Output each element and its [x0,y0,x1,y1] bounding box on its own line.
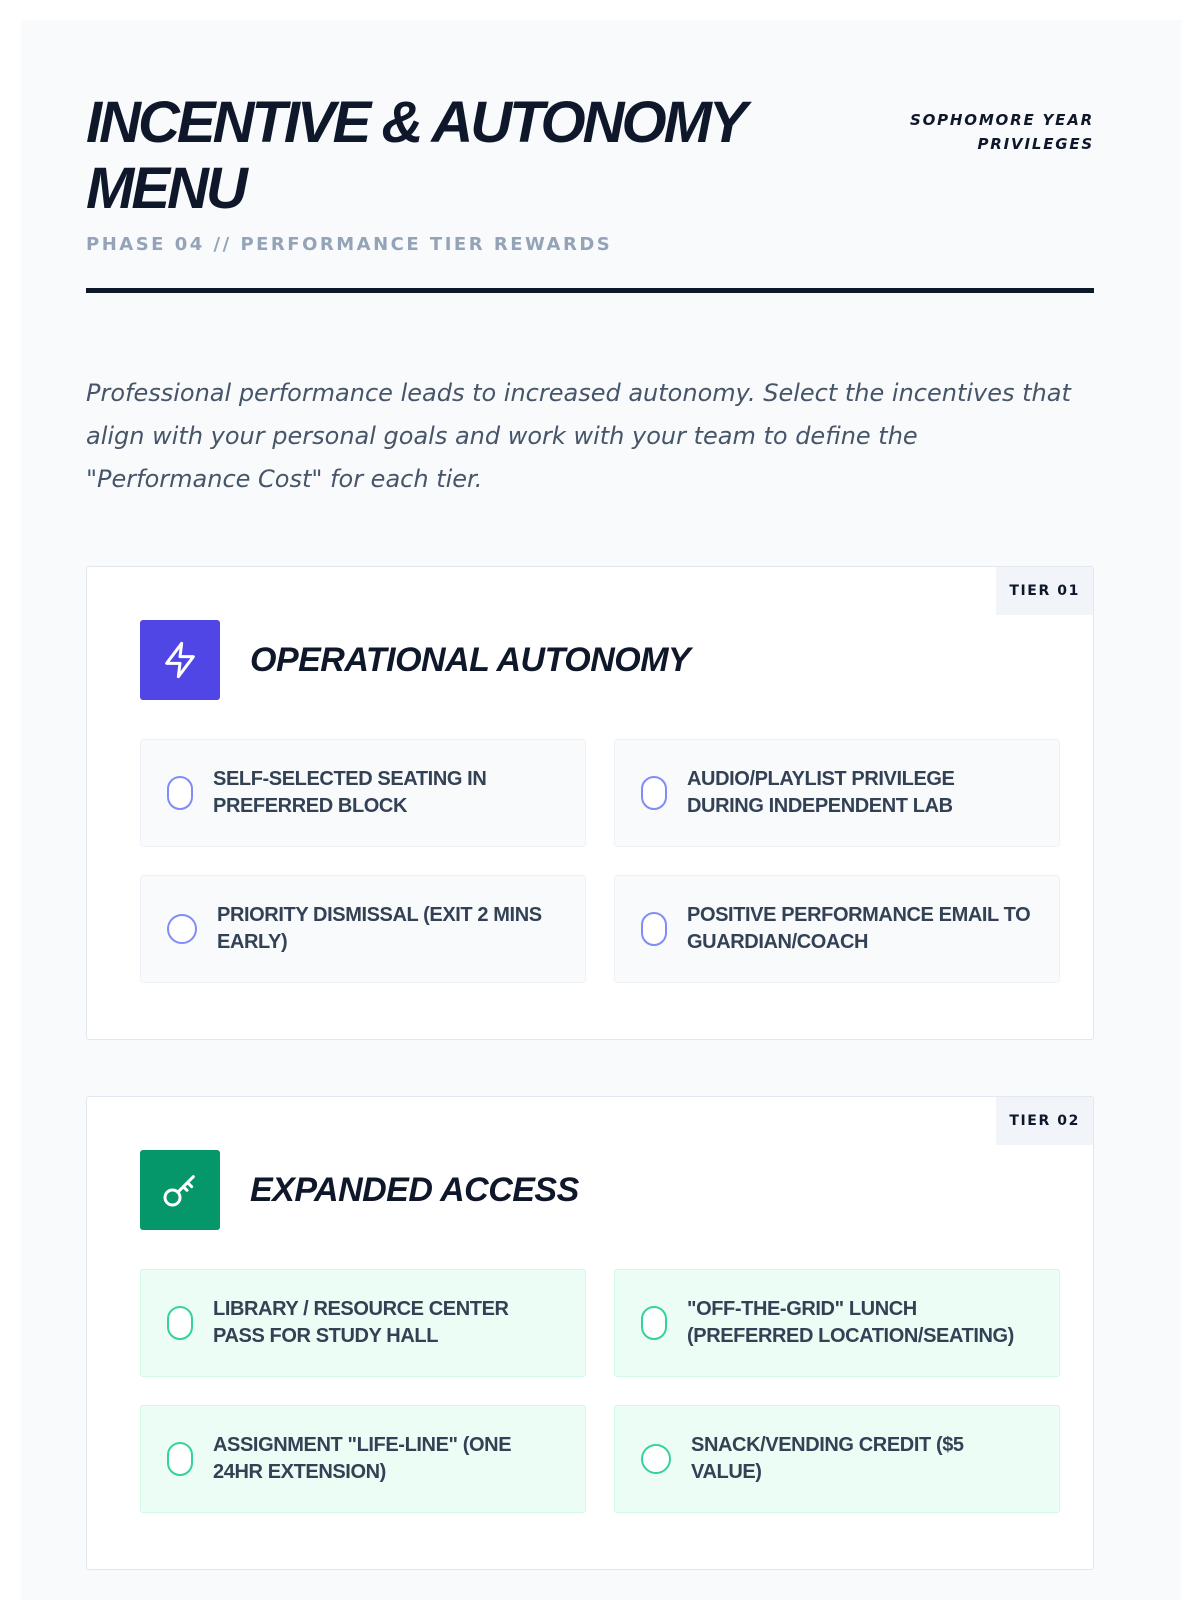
page-title: INCENTIVE & AUTONOMY MENU [86,90,744,221]
tier-badge: TIER 01 [996,567,1093,615]
incentive-label: ASSIGNMENT "LIFE-LINE" (ONE 24HR EXTENSION) [213,1434,512,1483]
page-subtitle: PHASE 04 // PERFORMANCE TIER REWARDS [86,234,613,255]
incentive-label: PRIORITY DISMISSAL (EXIT 2 MINS EARLY) [217,904,542,953]
checkbox[interactable] [641,1444,671,1474]
incentive-option[interactable] [614,875,1060,983]
tier-title: EXPANDED ACCESS [250,1170,579,1209]
tier-badge: TIER 02 [996,1097,1093,1145]
incentive-grid [140,1269,1040,1513]
incentive-option[interactable] [140,1405,586,1513]
intro-text: Professional performance leads to increased autonomy. Select the incentives that align with your personal goals and work with your team to define the "Performance Cost" for each tier. [86,379,1071,493]
menu-sheet [21,20,1181,1600]
incentive-grid [140,739,1040,983]
checkbox[interactable] [641,1306,667,1340]
key-icon [140,1150,220,1230]
checkbox[interactable] [641,912,667,946]
incentive-label: "OFF-THE-GRID" LUNCH (PREFERRED LOCATION/SEATING) [687,1298,1014,1347]
tier-card-expanded-access [86,1096,1094,1570]
checkbox[interactable] [167,1442,193,1476]
incentive-option[interactable] [614,739,1060,847]
year-tag: SOPHOMORE YEAR PRIVILEGES [909,111,1094,153]
incentive-label: AUDIO/PLAYLIST PRIVILEGE DURING INDEPENDENT LAB [687,768,955,817]
incentive-option[interactable] [140,1269,586,1377]
incentive-option[interactable] [614,1269,1060,1377]
checkbox[interactable] [167,1306,193,1340]
incentive-option[interactable] [140,875,586,983]
incentive-option[interactable] [140,739,586,847]
incentive-label: SNACK/VENDING CREDIT ($5 VALUE) [691,1434,964,1483]
tier-card-operational-autonomy [86,566,1094,1040]
tier-header [140,620,690,700]
checkbox[interactable] [641,776,667,810]
lightning-bolt-icon [140,620,220,700]
incentive-option[interactable] [614,1405,1060,1513]
incentive-label: POSITIVE PERFORMANCE EMAIL TO GUARDIAN/COACH [687,904,1031,953]
incentive-label: LIBRARY / RESOURCE CENTER PASS FOR STUDY HALL [213,1298,509,1347]
checkbox[interactable] [167,914,197,944]
header-divider [86,288,1094,293]
tier-header [140,1150,579,1230]
tier-title: OPERATIONAL AUTONOMY [250,640,691,679]
incentive-label: SELF-SELECTED SEATING IN PREFERRED BLOCK [213,768,487,817]
checkbox[interactable] [167,776,193,810]
page-header [86,90,1094,255]
